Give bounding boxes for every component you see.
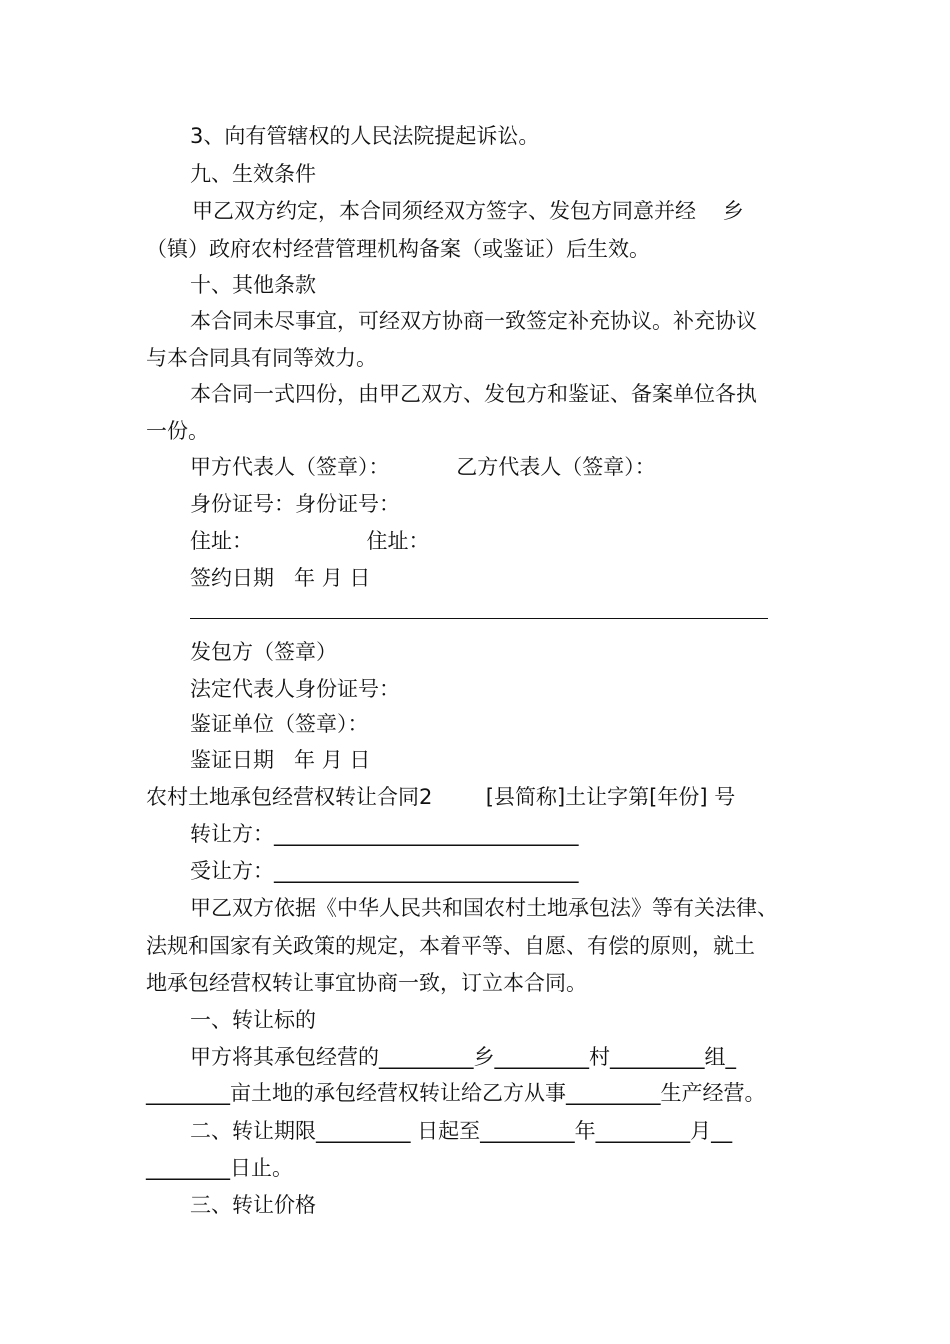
section-heading: 一、转让标的 — [190, 1008, 316, 1032]
transferor-line: 转让方：_____________________________ — [190, 822, 579, 846]
transferee-line: 受让方：_____________________________ — [190, 859, 579, 883]
text-line: 鉴证日期 年 月 日 — [190, 748, 371, 772]
section-heading: 三、转让价格 — [190, 1193, 316, 1217]
section-heading: 九、生效条件 — [190, 162, 316, 186]
text-line: 甲乙双方依据《中华人民共和国农村土地承包法》等有关法律、 — [190, 896, 778, 920]
contract-title: 农村土地承包经营权转让合同2 [县简称]土让字第[年份] 号 — [146, 785, 736, 809]
text-line: 二、转让期限_________ 日起至_________年_________月__ — [190, 1119, 733, 1143]
text-line: 本合同未尽事宜，可经双方协商一致签定补充协议。补充协议 — [190, 309, 757, 333]
signature-rule — [190, 618, 768, 619]
text-line: 法定代表人身份证号： — [190, 677, 400, 701]
signing-date-line: 签约日期 年 月 日 — [190, 566, 371, 590]
text-line: （镇）政府农村经营管理机构备案（或鉴证）后生效。 — [146, 237, 650, 261]
text-line: 本合同一式四份，由甲乙双方、发包方和鉴证、备案单位各执 — [190, 382, 757, 406]
text-line: 法规和国家有关政策的规定，本着平等、自愿、有偿的原则，就土 — [146, 934, 755, 958]
section-heading: 十、其他条款 — [190, 273, 316, 297]
address-line: 住址： 住址： — [190, 529, 430, 553]
text-line: ________亩土地的承包经营权转让给乙方从事_________生产经营。 — [146, 1081, 766, 1105]
id-number-line: 身份证号：身份证号： — [190, 492, 400, 516]
signature-line: 甲方代表人（签章）： 乙方代表人（签章）： — [190, 455, 656, 479]
text-line: 地承包经营权转让事宜协商一致，订立本合同。 — [146, 971, 587, 995]
text-line: 3、向有管辖权的人民法院提起诉讼。 — [190, 124, 540, 148]
text-line: 发包方（签章） — [190, 640, 337, 664]
text-line: 甲方将其承包经营的_________乡_________村_________组_ — [190, 1045, 736, 1069]
text-line: ________日止。 — [146, 1156, 293, 1180]
text-line: 甲乙双方约定，本合同须经双方签字、发包方同意并经 乡 — [192, 199, 744, 223]
text-line: 与本合同具有同等效力。 — [146, 346, 377, 370]
text-line: 鉴证单位（签章）： — [190, 712, 369, 736]
text-line: 一份。 — [146, 419, 209, 443]
